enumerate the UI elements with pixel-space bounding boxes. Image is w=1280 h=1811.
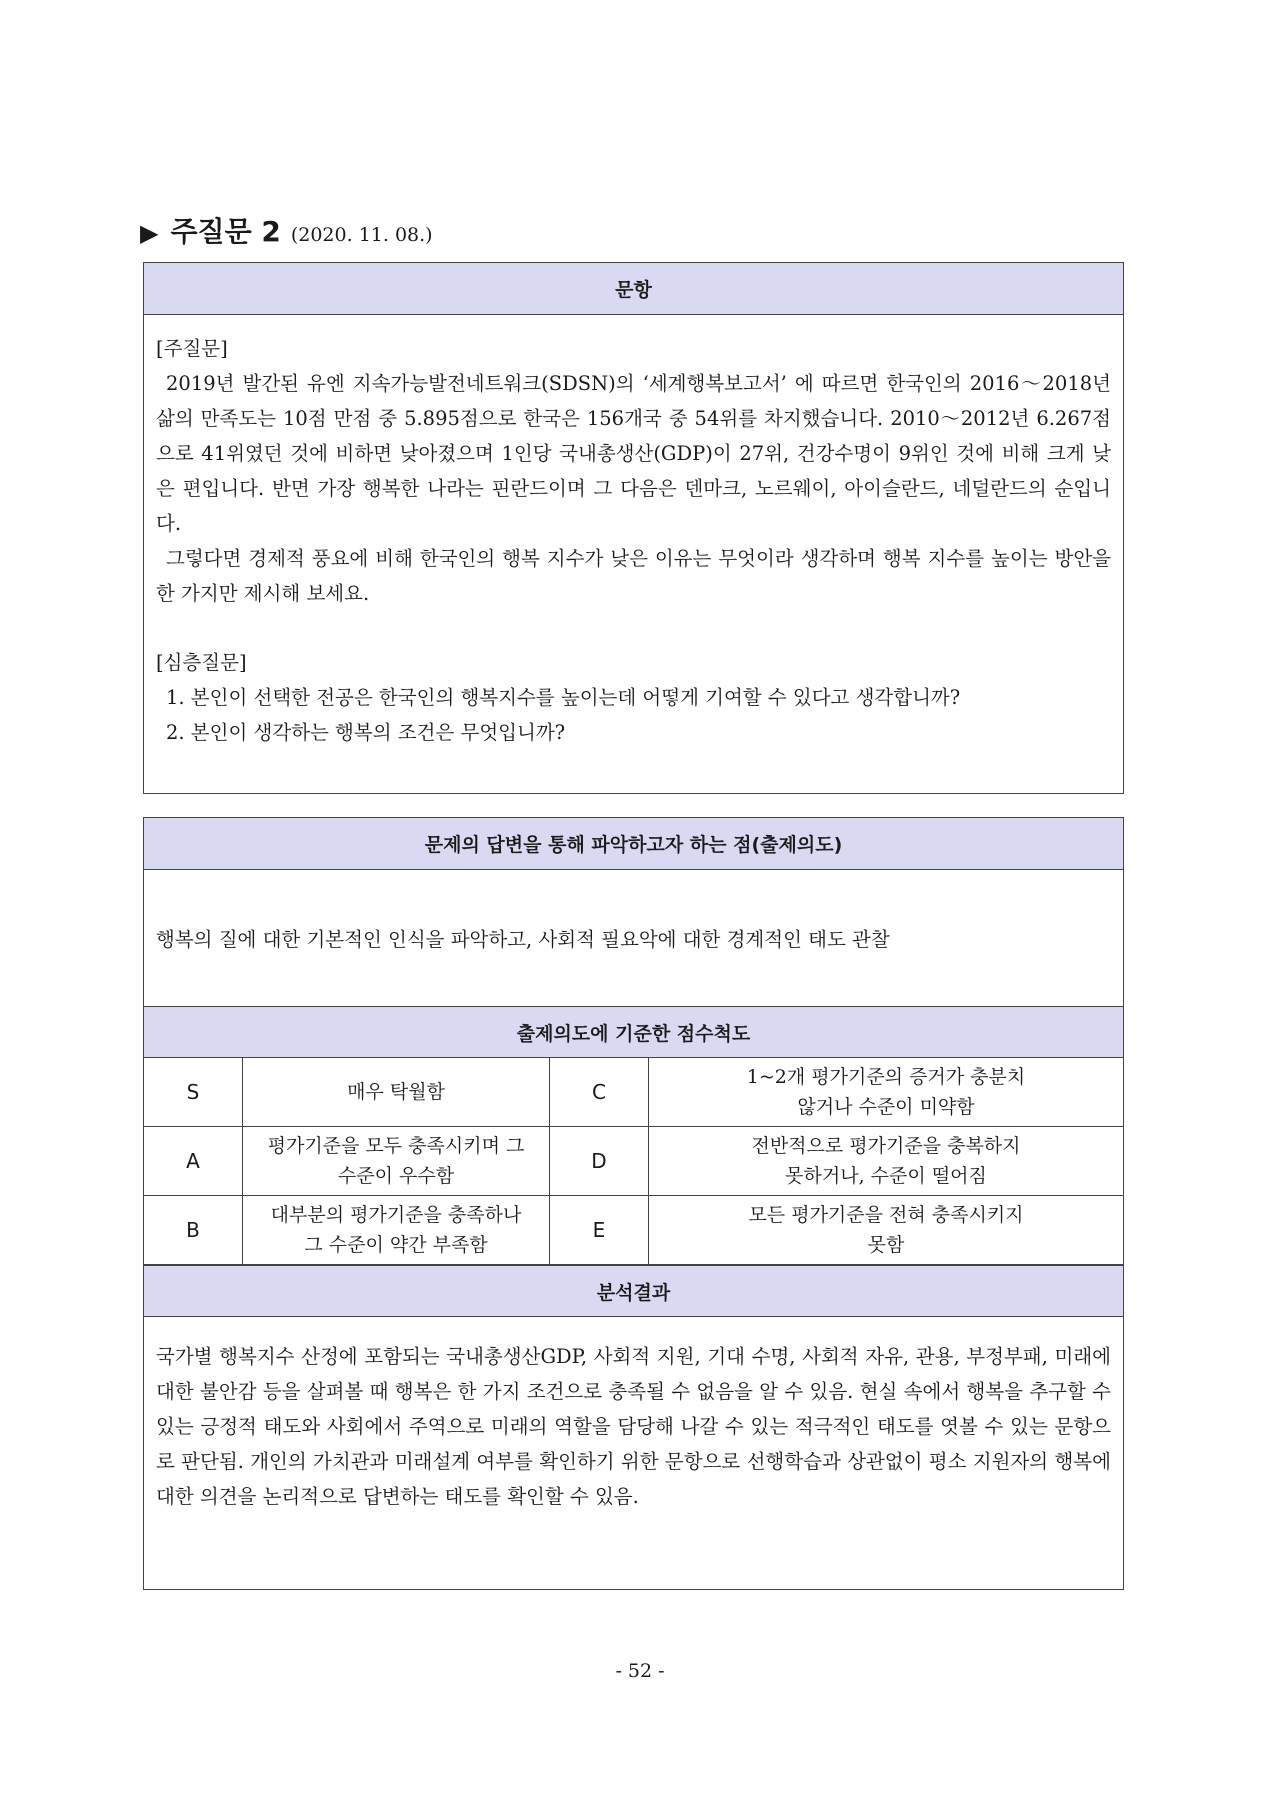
analysis-text: 국가별 행복지수 산정에 포함되는 국내총생산GDP, 사회적 지원, 기대 수명, 사회적 자유, 관용, 부정부패, 미래에 대한 불안감 등을 살펴볼 때 행복은 한 가지 조건으로 충족될 수 없음을 알 수 있음. 현실 속에서 행복을 추구할 수 있는 긍정적 태도와 사회에서 주역으로 미래의 역할을 담당해 나갈 수 있는 적극적인 태도를 엿볼 수 있는 문항으로 판단됨. 개인의 가치관과 미래설계 여부를 확인하기 위한 문항으로 선행학습과 상관없이 평소 지원자의 행복에 대한 의견을 논리적으로 답변하는 태도를 확인할 수 있음.	[156, 1345, 1111, 1508]
table-row	[144, 1127, 1123, 1196]
grade-description: 매우 탁월함	[243, 1058, 550, 1127]
table-row	[144, 1058, 1123, 1127]
followup-item-1: 1. 본인이 선택한 전공은 한국인의 행복지수를 높이는데 어떻게 기여할 수 있다고 생각합니까?	[166, 686, 961, 709]
section-title: 주질문 2	[170, 215, 281, 248]
main-question-paragraph-1: 2019년 발간된 유엔 지속가능발전네트워크(SDSN)의 ‘세계행복보고서’ 에 따르면 한국인의 2016～2018년 삶의 만족도는 10점 만점 중 5.895점으로 한국은 156개국 중 54위를 차지했습니다. 2010～2012년 6.267점으로 41위였던 것에 비하면 낮아졌으며 1인당 국내총생산(GDP)이 27위, 건강수명이 9위인 것에 비해 크게 낮은 편입니다. 반면 가장 행복한 나라는 핀란드이며 그 다음은 덴마크, 노르웨이, 아이슬란드, 네덜란드의 순입니다.	[156, 372, 1111, 535]
grade-description-line: 모든 평가기준을 전혀 충족시키지	[748, 1204, 1024, 1226]
page-number: - 52 -	[615, 1660, 665, 1682]
scale-header: 출제의도에 기준한 점수척도	[144, 1006, 1123, 1058]
grade-description-line: 전반적으로 평가기준을 충복하지	[751, 1135, 1021, 1157]
grade-description	[649, 1127, 1124, 1196]
grade-description-line: 평가기준을 모두 충족시키며 그	[267, 1135, 525, 1157]
followup-label: [심층질문]	[156, 651, 247, 674]
question-box	[143, 262, 1124, 794]
section-date: (2020. 11. 08.)	[290, 224, 433, 246]
grade-description-line: 못하거나, 수준이 떨어짐	[785, 1165, 987, 1187]
analysis-header: 분석결과	[144, 1265, 1123, 1317]
followup-item-2: 2. 본인이 생각하는 행복의 조건은 무엇입니까?	[166, 721, 566, 744]
grade-description-line: 1~2개 평가기준의 증거가 충분치	[746, 1066, 1026, 1088]
intent-box	[143, 817, 1124, 1590]
grade-description-line: 않거나 수준이 미약함	[797, 1096, 975, 1118]
grade-description-line: 그 수준이 약간 부족함	[304, 1234, 488, 1256]
intent-header: 문제의 답변을 통해 파악하고자 하는 점(출제의도)	[144, 818, 1123, 870]
grade-description	[649, 1058, 1124, 1127]
grade-description-line: 대부분의 평가기준을 충족하나	[270, 1204, 522, 1226]
main-question-label: [주질문]	[156, 337, 228, 360]
triangle-bullet-icon: ▶	[140, 219, 159, 247]
grade-label: E	[550, 1196, 649, 1265]
grade-label: A	[144, 1127, 243, 1196]
question-header: 문항	[144, 263, 1123, 315]
grade-label: S	[144, 1058, 243, 1127]
table-row	[144, 1196, 1123, 1265]
grade-description	[243, 1127, 550, 1196]
intent-text: 행복의 질에 대한 기본적인 인식을 파악하고, 사회적 필요악에 대한 경계적인 태도 관찰	[156, 928, 890, 951]
spacer	[156, 611, 1111, 645]
grade-label: C	[550, 1058, 649, 1127]
score-scale-table	[144, 1058, 1123, 1265]
grade-description-line: 수준이 우수함	[337, 1165, 455, 1187]
grade-label: B	[144, 1196, 243, 1265]
grade-description	[243, 1196, 550, 1265]
question-content	[144, 315, 1123, 750]
grade-label: D	[550, 1127, 649, 1196]
main-question-paragraph-2: 그렇다면 경제적 풍요에 비해 한국인의 행복 지수가 낮은 이유는 무엇이라 생각하며 행복 지수를 높이는 방안을 한 가지만 제시해 보세요.	[156, 547, 1111, 605]
grade-description-line: 못함	[867, 1234, 905, 1256]
grade-description	[649, 1196, 1124, 1265]
section-heading	[140, 210, 433, 250]
